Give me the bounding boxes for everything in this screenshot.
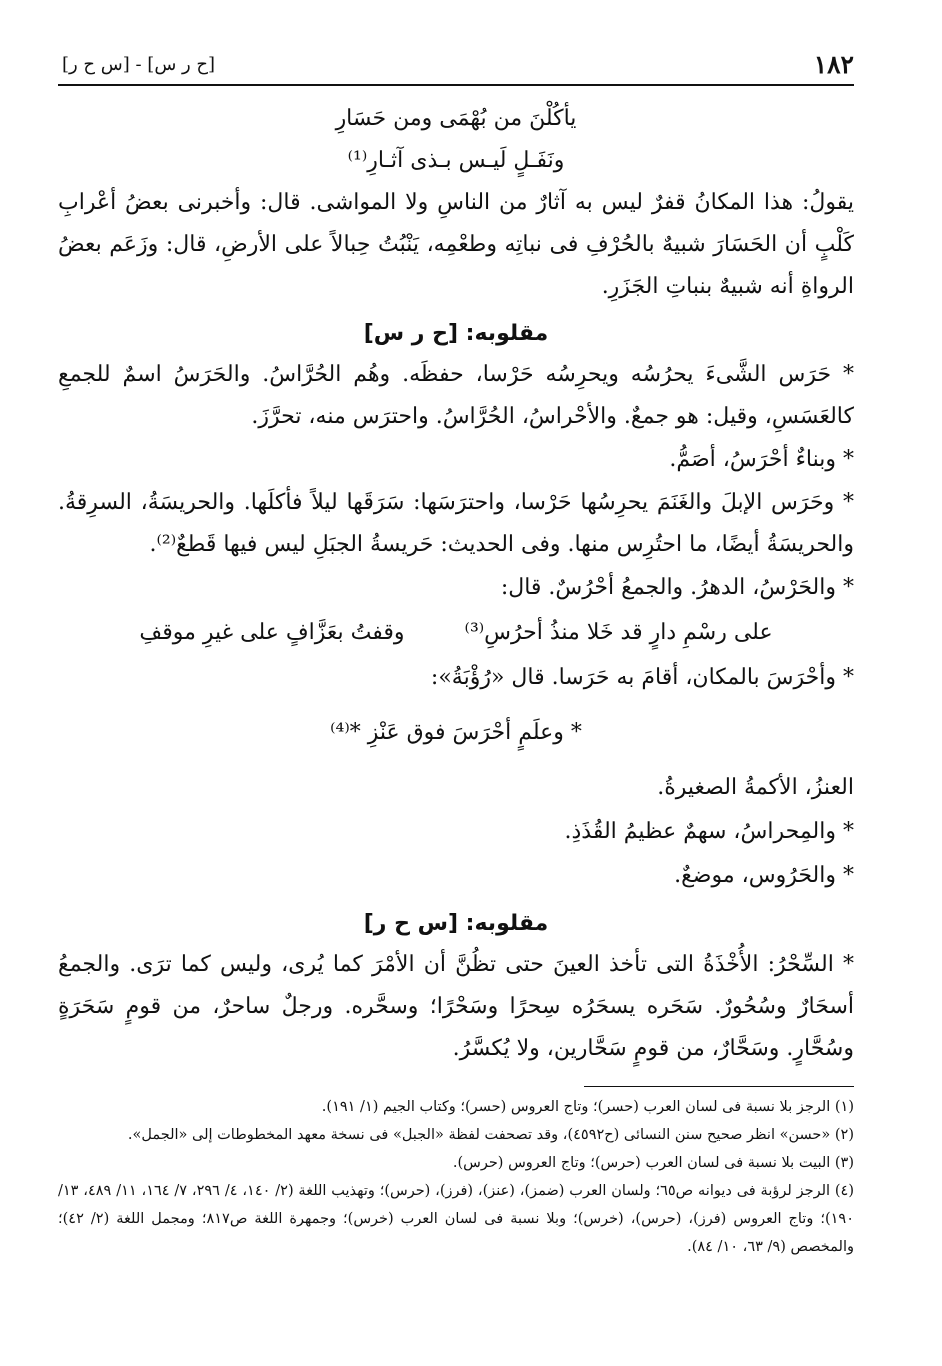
verse-line: ونَفَـلٍ لَيـس بـذى آثـارِ⁽¹⁾ [347,148,565,173]
poetry-verse [58,610,854,656]
verse-hemistich-right: على رسْمِ دارٍ قد خَلا منذُ أحرُسِ⁽³⁾ [464,620,773,645]
entry-line: * وبناءٌ أحْرَسُ، أصَمُّ. [669,447,854,472]
footnotes [58,1093,854,1261]
entry-line: * والحَرْسُ، الدهرُ. والجمعُ أحْرُسٌ. قال: [500,575,854,600]
footnote: (٢) «حسن» انظر صحيح سنن النسائى (ح٤٥٩٢)، وقد تصحفت لفظة «الجبل» فى نسخة معهد المخطوطات إلى «الجمل». [127,1127,854,1143]
footnote: (١) الرجز بلا نسبة فى لسان العرب (حسر)؛ وتاج العروس (حسر)؛ وكتاب الجيم (١/ ١٩١). [321,1099,854,1115]
entry-line: * والمِحراسُ، سهمٌ عظيمُ القُذَذِ. [564,819,854,844]
entry-line: * والحَرُوس، موضعٌ. [674,863,854,888]
footnote: (٣) البيت بلا نسبة فى لسان العرب (حرس)؛ وتاج العروس (حرس). [452,1155,854,1171]
running-head-entry: [ح ر س] - [س ح ر] [62,54,216,75]
section-title: مقلوبه: [س ح ر] [363,911,549,936]
document-page [58,44,854,1334]
verse-line: يأكُلْنَ من بُهْمَى ومن حَسَارِ [335,106,577,131]
entry-paragraph: * حَرَس الشَّىءَ يحرُسُه ويحرِسُه حَرْسا، حفظَه. وهُم الحُرَّاسُ. والحَرَسُ اسمٌ للجمعِ كالعَسَسِ، وقيل: هو جمعٌ. والأحْراسُ، الحُرَّاسُ. واحترَس منه، تحرَّزَ. [58,362,854,429]
quoted-verse: * وعلَمٍ أحْرَسَ فوق عَنْزِ *⁽⁴⁾ [330,720,582,745]
verse-hemistich-left: وقفتُ بعَزَّافٍ على غيرِ موقفِ [139,620,405,645]
entry-paragraph: * السِّحْرُ: الأُخْذَةُ التى تأخذ العينَ حتى تظُنَّ أن الأمْرَ كما يُرى، وليس كما ترَى. والجمعُ أسحَارٌ وسُحُورٌ. سَحَره يسحَرُه سِحرًا وسَحْرًا؛ وسحَّره. ورجلٌ ساحرٌ، من قومٍ سَحَرَةٍ وسُحَّارٍ. وسَحَّارٌ، من قومٍ سَحَّارين، ولا يُكسَّرُ. [58,952,854,1061]
entry-paragraph: * وحَرَس الإبلَ والغَنَمَ يحرِسُها حَرْسا، واحترَسَها: سَرَقَها ليلاً فأكلَها. والحريسَةُ، السرِقةُ. والحريسَةُ أيضًا، ما احتُرِس منها. وفى الحديث: حَريسةُ الجبَلِ ليس فيها قَطعٌ⁽²⁾. [58,490,854,557]
entry-line: العنزُ، الأكمةُ الصغيرةُ. [657,775,854,800]
body-paragraph: يقولُ: هذا المكانُ قفرٌ ليس به آثارٌ من الناسِ ولا المواشى. قال: وأخبرنى بعضُ أعْرابِ كَلْبٍ أن الحَسَارَ شبيهٌ بالحُرْفِ فى نباتِه وطعْمِه، يَنْبُتُ حِبالاً على الأرضِ، قال: وزَعَم بعضُ الرواةِ أنه شبيهٌ بنباتِ الجَزَرِ. [58,190,854,299]
footnote-divider [584,1086,854,1087]
page-number: ١٨٢ [813,50,854,79]
entry-line: * وأحْرَسَ بالمكان، أقامَ به حَرَسا. قال «رُؤْبَةُ»: [430,665,854,690]
footnote: (٤) الرجز لرؤبة فى ديوانه ص٦٥؛ ولسان العرب (ضمز)، (عنز)، (فرز)، (حرس)؛ وتهذيب اللغة (٢/ ١٤٠، ٤/ ٢٩٦، ٧/ ١٦٤، ١١/ ٤٨٩، ١٣/ ١٩٠)؛ وتاج العروس (فرز)، (حرس)، (خرس)؛ وبلا نسبة فى لسان العرب (خرس)؛ وجمهرة اللغة ص٨١٧؛ ومجمل اللغة (٢/ ٤٢)؛ والمخصص (٩/ ٦٣، ١٠/ ٨٤). [58,1183,855,1255]
running-head [58,44,854,86]
section-title: مقلوبه: [ح ر س] [363,321,549,346]
